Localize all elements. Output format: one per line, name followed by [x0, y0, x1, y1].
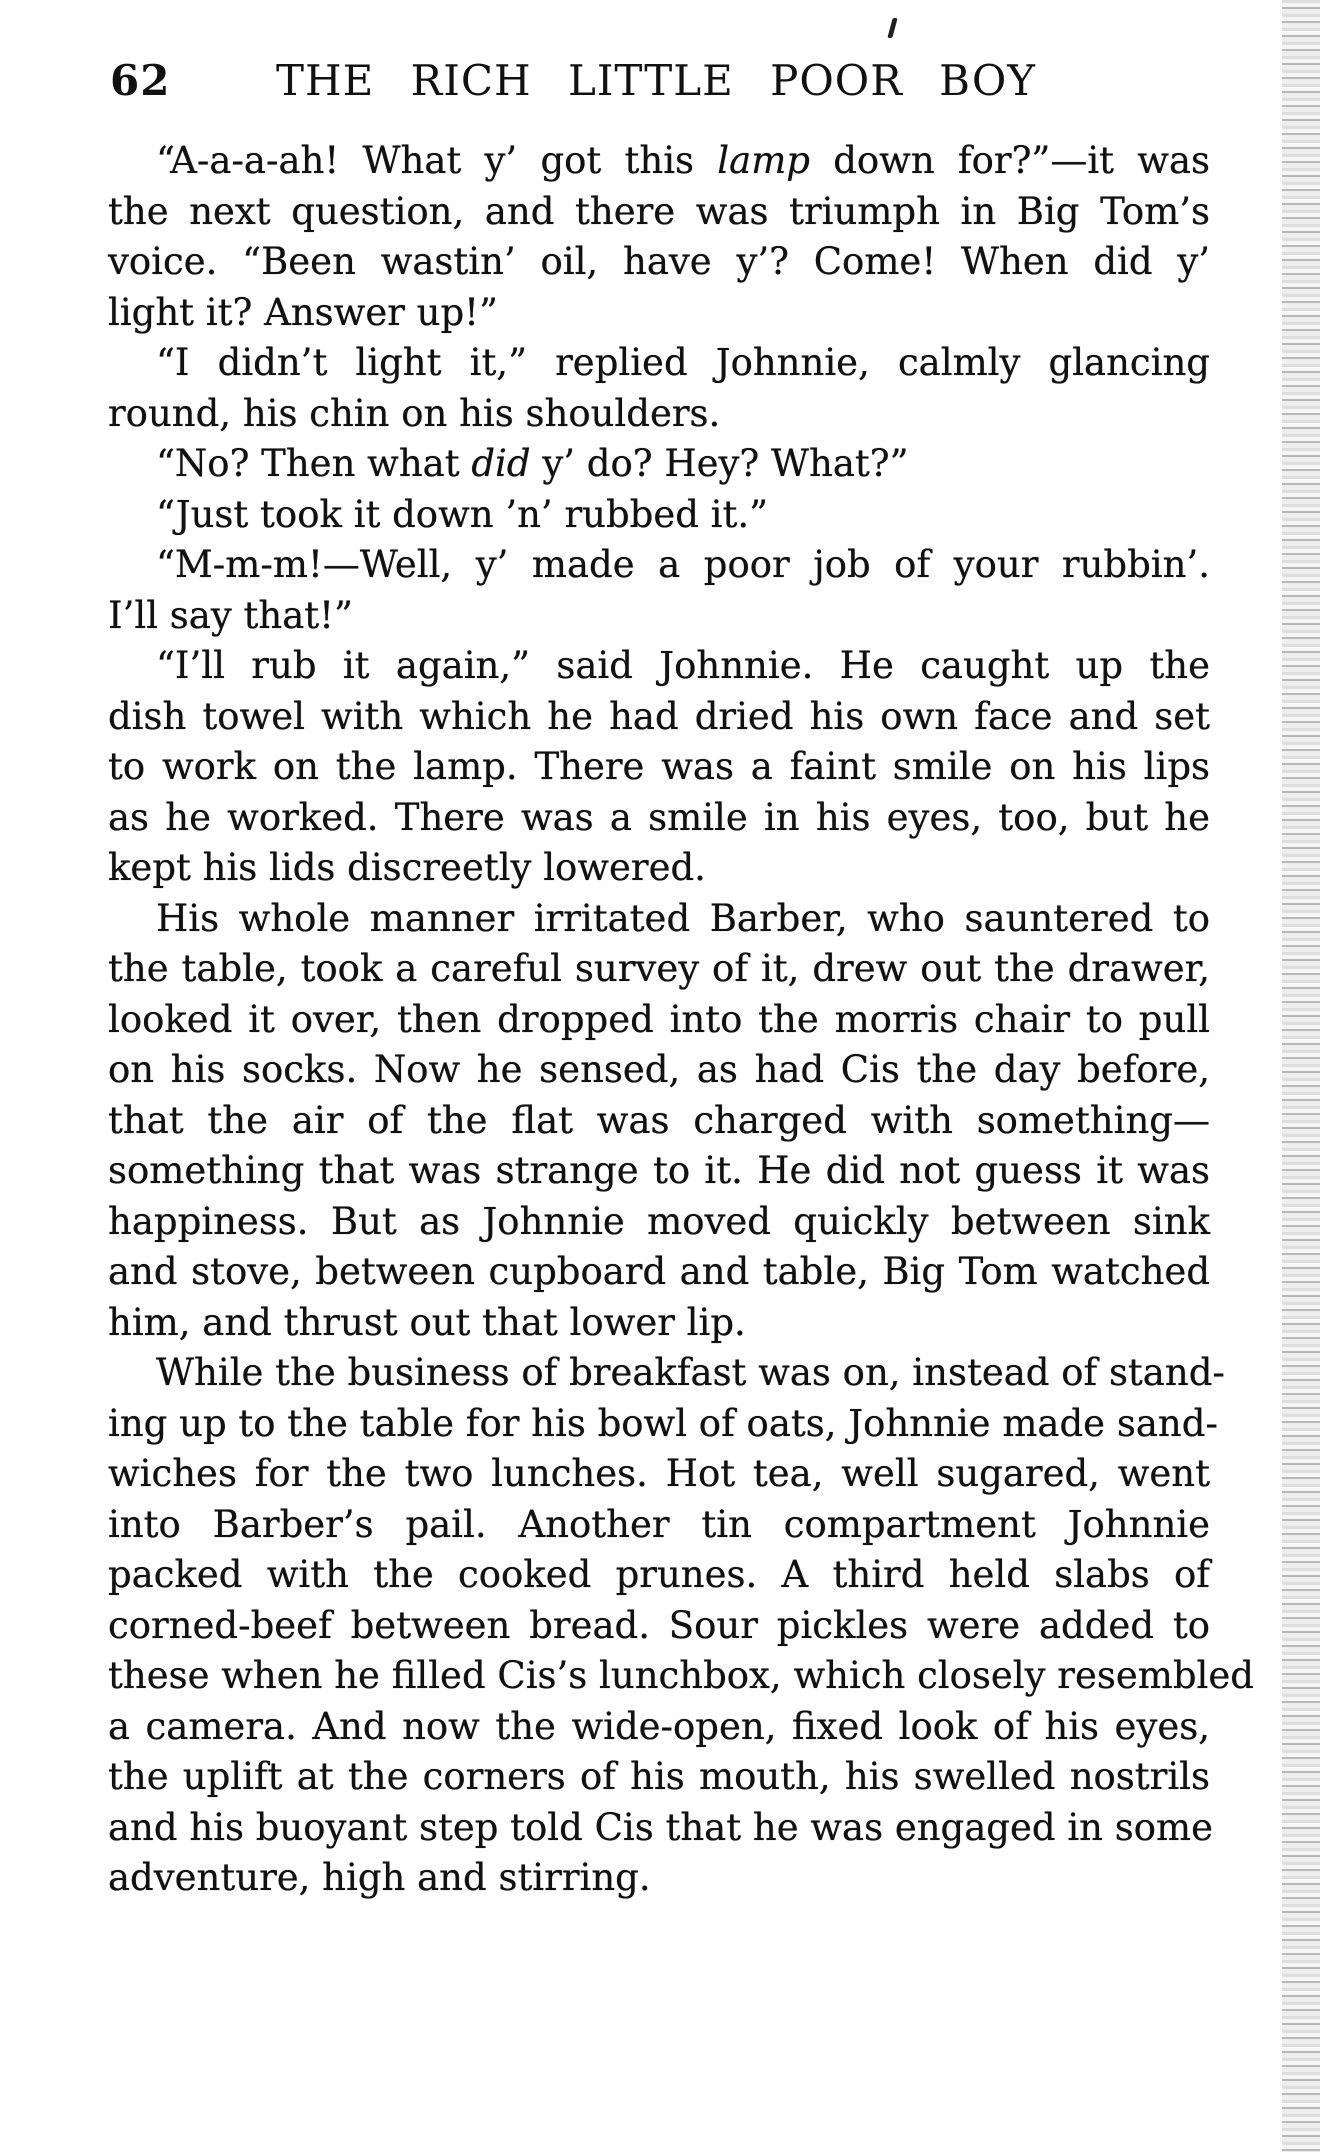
- text-line: [108, 439, 1210, 490]
- running-header: [0, 56, 1320, 106]
- text-segment: round, his chin on his shoulders.: [108, 391, 721, 435]
- text-segment: “No? Then what: [156, 442, 472, 485]
- text-segment: into Barber’s pail. Another tin compartment Johnnie: [108, 1502, 1210, 1546]
- text-segment: corned-beef between bread. Sour pickles were added to: [108, 1603, 1210, 1647]
- page-number: 62: [110, 56, 171, 105]
- text-line: [108, 1247, 1210, 1298]
- text-segment: adventure, high and stirring.: [108, 1856, 651, 1899]
- text-segment: “I’ll rub it again,” said Johnnie. He caught up the: [156, 644, 1210, 687]
- text-segment: His whole manner irritated Barber, who sauntered to: [156, 896, 1210, 940]
- text-line: [108, 591, 1210, 642]
- paragraph: [108, 439, 1210, 490]
- text-line: [108, 692, 1210, 743]
- text-line: [108, 1853, 1210, 1904]
- text-segment: on his socks. Now he sensed, as had Cis the day before,: [108, 1048, 1210, 1091]
- body-text: [108, 136, 1254, 1904]
- text-line: [108, 793, 1210, 844]
- text-segment: down for?”—it was: [809, 139, 1211, 182]
- running-title: THE RICH LITTLE POOR BOY: [276, 56, 1036, 105]
- scanned-page-edge: [1282, 0, 1320, 2152]
- text-segment: ing up to the table for his bowl of oats, Johnnie made sand-: [108, 1401, 1218, 1445]
- text-line: [108, 1449, 1210, 1500]
- text-line: [108, 894, 1210, 945]
- text-line: [108, 843, 1210, 894]
- text-segment: “Just took it down ’n’ rubbed it.”: [156, 492, 769, 536]
- text-line: [108, 389, 1210, 440]
- text-segment: voice. “Been wastin’ oil, have y’? Come! When did y’: [108, 240, 1210, 283]
- text-segment: wiches for the two lunches. Hot tea, well sugared, went: [108, 1452, 1210, 1495]
- text-line: [108, 490, 1210, 541]
- text-line: [108, 995, 1210, 1046]
- text-segment: I’ll say that!”: [108, 593, 353, 637]
- text-line: [108, 1803, 1213, 1854]
- text-line: [108, 136, 1210, 187]
- text-line: [108, 1298, 1210, 1349]
- text-segment: him, and thrust out that lower lip.: [108, 1300, 746, 1344]
- text-segment: the next question, and there was triumph in Big Tom’s: [108, 189, 1210, 233]
- text-line: [108, 1096, 1210, 1147]
- scan-mark: [887, 18, 897, 38]
- text-line: [108, 540, 1210, 591]
- text-segment: While the business of breakfast was on, instead of stand-: [156, 1351, 1225, 1394]
- text-line: [108, 1197, 1210, 1248]
- text-segment: dish towel with which he had dried his own face and set: [108, 694, 1210, 738]
- text-line: [108, 1651, 1254, 1702]
- text-line: [108, 641, 1210, 692]
- italic-text: lamp: [717, 139, 810, 182]
- text-segment: as he worked. There was a smile in his eyes, too, but he: [108, 795, 1210, 839]
- text-segment: y’ do? Hey? What?”: [530, 442, 909, 485]
- paragraph: [108, 540, 1210, 641]
- paragraph: [108, 338, 1210, 439]
- text-line: [108, 237, 1210, 288]
- text-segment: and stove, between cupboard and table, Big Tom watched: [108, 1250, 1210, 1293]
- paragraph: [108, 136, 1210, 338]
- text-segment: happiness. But as Johnnie moved quickly between sink: [108, 1199, 1210, 1243]
- italic-text: did: [471, 442, 531, 485]
- text-line: [108, 742, 1210, 793]
- paragraph: [108, 490, 1210, 541]
- text-segment: packed with the cooked prunes. A third held slabs of: [108, 1553, 1210, 1596]
- text-line: [108, 1601, 1210, 1652]
- text-segment: looked it over, then dropped into the morris chair to pull: [108, 997, 1210, 1041]
- text-segment: light it? Answer up!”: [108, 290, 498, 334]
- text-segment: a camera. And now the wide-open, fixed look of his eyes,: [108, 1704, 1210, 1748]
- text-segment: and his buoyant step told Cis that he was engaged in some: [108, 1805, 1213, 1849]
- text-line: [108, 1399, 1218, 1450]
- text-segment: these when he filled Cis’s lunchbox, which closely resembled: [108, 1654, 1254, 1697]
- text-segment: “M-m-m!—Well, y’ made a poor job of your rubbin’.: [156, 543, 1210, 586]
- text-line: [108, 288, 1210, 339]
- text-line: [108, 1702, 1210, 1753]
- text-line: [108, 1045, 1210, 1096]
- text-segment: “I didn’t light it,” replied Johnnie, calmly glancing: [156, 341, 1210, 384]
- text-segment: “A-a-a-ah! What y’ got this: [156, 139, 718, 182]
- text-segment: that the air of the flat was charged with something—: [108, 1098, 1210, 1142]
- text-line: [108, 1500, 1210, 1551]
- text-line: [108, 187, 1210, 238]
- text-segment: kept his lids discreetly lowered.: [108, 846, 706, 889]
- text-line: [108, 1550, 1210, 1601]
- text-line: [108, 1752, 1210, 1803]
- paragraph: [108, 641, 1210, 894]
- text-line: [108, 1348, 1225, 1399]
- text-segment: the uplift at the corners of his mouth, his swelled nostrils: [108, 1755, 1210, 1798]
- text-line: [108, 944, 1210, 995]
- text-segment: something that was strange to it. He did not guess it was: [108, 1149, 1210, 1192]
- text-segment: to work on the lamp. There was a faint smile on his lips: [108, 745, 1210, 788]
- text-segment: the table, took a careful survey of it, drew out the drawer,: [108, 947, 1210, 990]
- text-line: [108, 338, 1210, 389]
- paragraph: [108, 1348, 1254, 1904]
- paragraph: [108, 894, 1210, 1349]
- text-line: [108, 1146, 1210, 1197]
